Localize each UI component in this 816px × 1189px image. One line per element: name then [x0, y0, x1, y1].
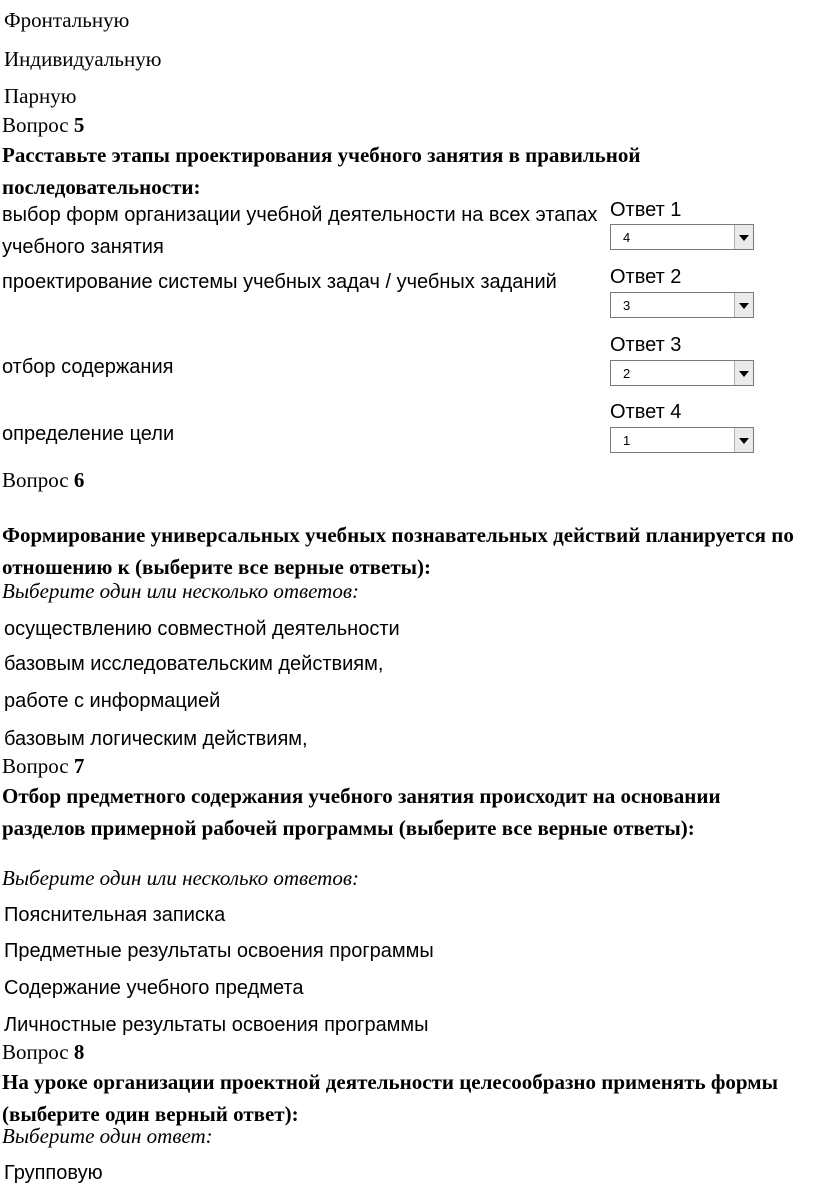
q5-stem-3: отбор содержания — [2, 356, 174, 378]
q8-option-1[interactable]: Групповую — [4, 1162, 103, 1184]
q4-option-individual[interactable]: Индивидуальную — [4, 47, 162, 71]
q5-stem-2: проектирование системы учебных задач / учебных заданий — [2, 271, 557, 293]
q5-answer-select-3[interactable] — [610, 360, 754, 386]
q7-number: 7 — [73, 754, 85, 778]
q8-heading — [2, 1042, 84, 1063]
q5-answer-value-1: 4 — [623, 230, 631, 245]
q7-option-1[interactable]: Пояснительная записка — [4, 904, 226, 926]
q5-answer-value-2: 3 — [623, 298, 631, 313]
q7-option-3[interactable]: Содержание учебного предмета — [4, 977, 304, 999]
q5-text: Расставьте этапы проектирования учебного занятия в правильной последовательности: — [2, 143, 641, 199]
q6-option-1[interactable]: осуществлению совместной деятельности — [4, 618, 400, 640]
q8-number: 8 — [73, 1040, 85, 1064]
q4-option-frontal[interactable]: Фронтальную — [4, 8, 130, 32]
q5-answer-select-4[interactable] — [610, 427, 754, 453]
q8-text: На уроке организации проектной деятельности целесообразно применять формы (выберите один верный ответ): — [2, 1070, 778, 1126]
q5-stem-1: выбор форм организации учебной деятельности на всех этапах учебного занятия — [2, 204, 598, 258]
q6-option-4[interactable]: базовым логическим действиям, — [4, 728, 308, 750]
q5-answer-label-4: Ответ 4 — [610, 401, 682, 423]
q5-answer-label-1: Ответ 1 — [610, 199, 682, 221]
q5-answer-value-3: 2 — [623, 366, 631, 381]
q8-hint: Выберите один ответ: — [2, 1124, 213, 1148]
q7-option-4[interactable]: Личностные результаты освоения программы — [4, 1014, 429, 1036]
q5-heading — [2, 115, 84, 136]
q5-answer-label-2: Ответ 2 — [610, 266, 682, 288]
q7-label: Вопрос — [2, 754, 69, 778]
q5-answer-label-3: Ответ 3 — [610, 334, 682, 356]
q6-heading — [2, 470, 84, 491]
q7-hint: Выберите один или несколько ответов: — [2, 866, 359, 890]
q7-text: Отбор предметного содержания учебного занятия происходит на основании разделов примерной рабочей программы (выберите все верные ответы): — [2, 784, 721, 840]
q8-label: Вопрос — [2, 1040, 69, 1064]
chevron-down-icon[interactable] — [734, 361, 753, 385]
q5-number: 5 — [73, 113, 85, 137]
q7-option-2[interactable]: Предметные результаты освоения программы — [4, 940, 434, 962]
chevron-down-icon[interactable] — [734, 428, 753, 452]
q6-option-2[interactable]: базовым исследовательским действиям, — [4, 653, 384, 675]
q4-option-pair[interactable]: Парную — [4, 84, 77, 108]
q5-stem-4: определение цели — [2, 423, 175, 445]
chevron-down-icon[interactable] — [734, 293, 753, 317]
q5-label: Вопрос — [2, 113, 69, 137]
q6-hint: Выберите один или несколько ответов: — [2, 579, 359, 603]
q5-answer-select-2[interactable] — [610, 292, 754, 318]
q6-label: Вопрос — [2, 468, 69, 492]
q5-answer-value-4: 1 — [623, 433, 631, 448]
q6-text: Формирование универсальных учебных познавательных действий планируется по отношению к (выберите все верные ответы): — [2, 523, 794, 579]
q7-heading — [2, 756, 84, 777]
q6-number: 6 — [73, 468, 85, 492]
q5-answer-select-1[interactable] — [610, 224, 754, 250]
chevron-down-icon[interactable] — [734, 225, 753, 249]
q6-option-3[interactable]: работе с информацией — [4, 690, 221, 712]
